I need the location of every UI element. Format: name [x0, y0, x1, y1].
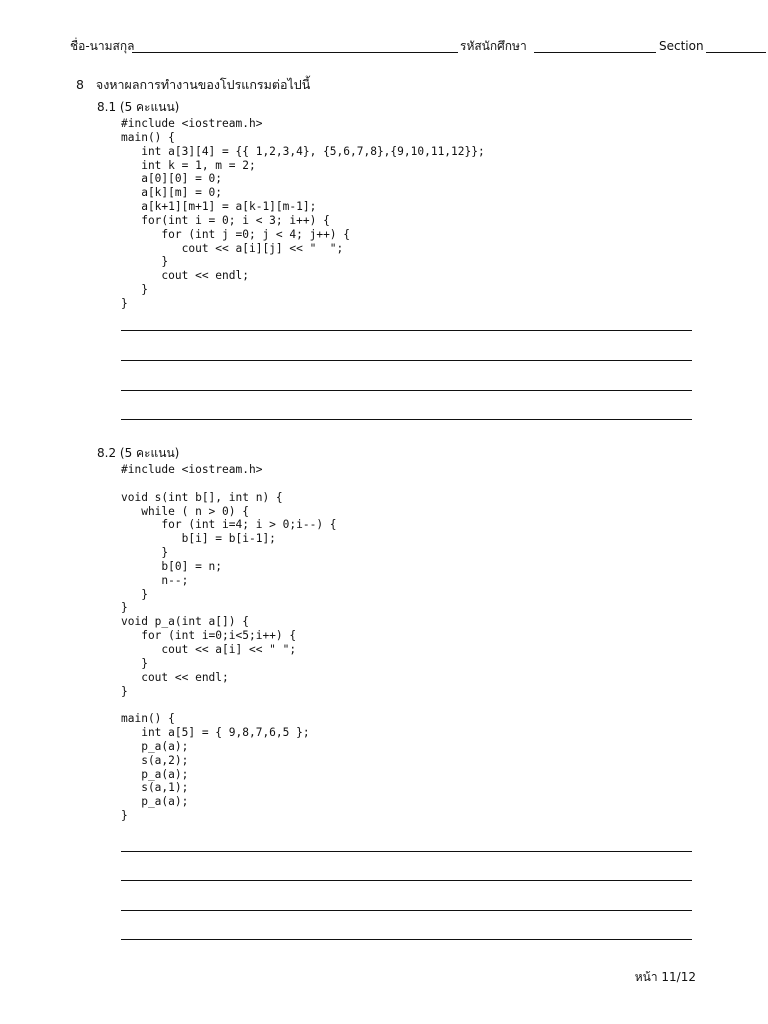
answer-line[interactable] — [121, 419, 692, 420]
name-label: ชื่อ-นามสกุล — [70, 39, 135, 53]
answer-line[interactable] — [121, 880, 692, 881]
answer-line[interactable] — [121, 360, 692, 361]
part-1-code: #include <iostream.h> main() { int a[3][4] = {{ 1,2,3,4}, {5,6,7,8},{9,10,11,12}}; int k = 1, m = 2; a[0][0] = 0; a[k][m] = 0; a[k+1][m+1] = a[k-1][m-1]; for(int i = 0; i < 3; i++) { for (int j =0; j < 4; j++) { cout << a[i][j] << " "; } cout << endl; } } — [121, 117, 485, 310]
question-number: 8 — [76, 77, 84, 92]
student-id-field[interactable] — [534, 52, 656, 53]
question-heading — [76, 75, 310, 95]
answer-line[interactable] — [121, 939, 692, 940]
part-2-code: #include <iostream.h> void s(int b[], int n) { while ( n > 0) { for (int i=4; i > 0;i--) { b[i] = b[i-1]; } b[0] = n; n--; } } void p_a(int a[]) { for (int i=0;i<5;i++) { cout << a[i] << " "; } cout << endl; } main() { int a[5] = { 9,8,7,6,5 }; p_a(a); s(a,2); p_a(a); s(a,1); p_a(a); } — [121, 463, 337, 823]
section-field[interactable] — [706, 52, 766, 53]
student-info-header — [70, 38, 704, 58]
question-text: จงหาผลการทำงานของโปรแกรมต่อไปนี้ — [95, 77, 311, 92]
answer-line[interactable] — [121, 390, 692, 391]
part-2-label: 8.2 (5 คะแนน) — [97, 446, 180, 460]
part-1-label: 8.1 (5 คะแนน) — [97, 100, 180, 114]
name-field[interactable] — [132, 52, 458, 53]
student-id-label: รหัสนักศึกษา — [460, 39, 527, 53]
section-label: Section — [659, 39, 704, 53]
page-number: หน้า 11/12 — [634, 970, 696, 984]
answer-line[interactable] — [121, 851, 692, 852]
answer-line[interactable] — [121, 910, 692, 911]
answer-line[interactable] — [121, 330, 692, 331]
